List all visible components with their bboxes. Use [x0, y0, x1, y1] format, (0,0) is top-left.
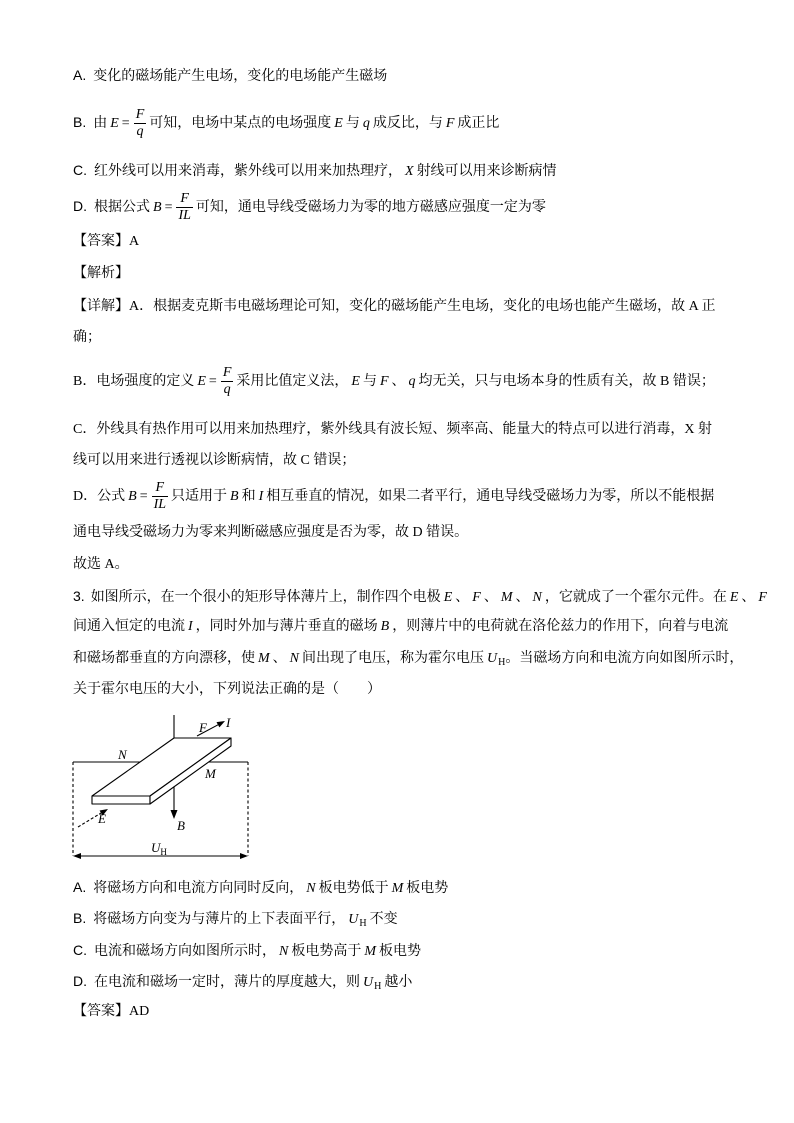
- math-variable: M: [258, 651, 270, 666]
- detail-text: 采用比值定义法，: [236, 374, 349, 389]
- option-text: 变化的磁场能产生电场，变化的电场能产生磁场: [93, 69, 388, 84]
- formula-equals: =: [139, 489, 148, 504]
- voltage-arrowhead-right: [240, 853, 248, 859]
- option-text: 与: [345, 116, 360, 131]
- option-text: 不变: [369, 912, 398, 927]
- formula-equals: =: [121, 116, 130, 131]
- q2-detail-d: [73, 480, 715, 513]
- math-variable: B: [230, 489, 239, 504]
- math-variable: U: [363, 975, 374, 990]
- option-text: 红外线可以用来消毒，紫外线可以用来加热理疗，: [94, 164, 402, 179]
- q2-option-b: [73, 107, 500, 140]
- option-label: A.: [73, 67, 87, 83]
- label-i: I: [226, 715, 231, 730]
- option-text: 越小: [384, 975, 413, 990]
- formula-fraction: [176, 191, 192, 224]
- math-variable: q: [408, 374, 416, 389]
- math-variable: F: [758, 590, 767, 605]
- fraction-numerator: F: [135, 107, 145, 123]
- math-variable: M: [391, 881, 404, 896]
- option-text: 可知，电场中某点的电场强度: [149, 116, 332, 131]
- option-label: C.: [73, 162, 87, 178]
- option-label: D.: [73, 198, 87, 214]
- math-variable: N: [306, 881, 316, 896]
- math-variable: M: [364, 944, 377, 959]
- plate-end-face: [92, 796, 150, 804]
- math-subscript: H: [498, 657, 506, 668]
- q3-stem-line4: 关于霍尔电压的大小，下列说法正确的是（ ）: [73, 682, 381, 697]
- option-label: B.: [73, 910, 87, 926]
- option-text: 成反比，与: [372, 116, 443, 131]
- option-label: B.: [73, 114, 87, 130]
- formula-fraction: [221, 365, 234, 398]
- math-variable: I: [258, 489, 264, 504]
- math-variable: N: [279, 944, 289, 959]
- q3-option-d: [73, 971, 412, 991]
- stem-text: 和磁场都垂直的方向漂移，使: [73, 651, 255, 666]
- detail-text: 相互垂直的情况，如果二者平行，通电导线受磁场力为零，所以不能根据: [266, 489, 715, 504]
- option-text: 将磁场方向和电流方向同时反向，: [93, 881, 304, 896]
- fraction-denominator: IL: [153, 497, 167, 513]
- math-variable: E: [443, 590, 453, 605]
- math-variable: X: [405, 164, 414, 179]
- label-u: U: [151, 840, 161, 855]
- detail-tag: 【详解】: [73, 299, 129, 314]
- math-variable: E: [729, 590, 739, 605]
- q2-detail-c-line2: 线可以用来进行透视以诊断病情，故 C 错误；: [73, 453, 356, 468]
- q2-option-c: [73, 160, 557, 180]
- fraction-denominator: q: [136, 124, 144, 140]
- q3-option-c: [73, 940, 421, 960]
- question-number: 3.: [73, 588, 85, 604]
- label-e: E: [98, 811, 106, 826]
- stem-text: 。当磁场方向和电流方向如图所示时，: [505, 651, 744, 666]
- q2-detail-a-line1: [73, 297, 715, 317]
- formula-lhs: B: [153, 200, 162, 215]
- stem-text: 、: [483, 590, 498, 605]
- detail-text: 均无关，只与电场本身的性质有关，故 B 错误；: [418, 374, 715, 389]
- math-variable: U: [348, 912, 359, 927]
- math-variable: F: [445, 116, 455, 131]
- fraction-numerator: F: [222, 365, 232, 381]
- math-subscript: H: [359, 918, 367, 929]
- answer-value: A: [129, 234, 140, 249]
- q3-answer: [73, 1002, 149, 1022]
- math-variable: E: [334, 116, 343, 131]
- math-variable: F: [379, 374, 389, 389]
- formula-lhs: E: [110, 116, 119, 131]
- q2-detail-c-line1: C．外线具有热作用可以用来加热理疗，紫外线具有波长短、频率高、能量大的特点可以进行消毒，X 射: [73, 422, 712, 437]
- fraction-denominator: q: [223, 382, 231, 398]
- stem-text: ，它就成了一个霍尔元件。在: [544, 590, 727, 605]
- q2-detail-a-line2: 确；: [73, 330, 101, 345]
- stem-text: 、: [455, 590, 470, 605]
- answer-tag: 【答案】: [73, 234, 129, 249]
- stem-text: 、: [272, 651, 287, 666]
- math-variable: N: [289, 651, 300, 666]
- option-text: 成正比: [457, 116, 500, 131]
- stem-text: ，同时外加与薄片垂直的磁场: [195, 619, 378, 634]
- option-text: 由: [93, 116, 108, 131]
- label-u-subscript: H: [160, 847, 167, 857]
- detail-text: A．根据麦克斯韦电磁场理论可知，变化的磁场能产生电场，变化的电场也能产生磁场，故 A 正: [129, 299, 716, 314]
- stem-text: 、: [515, 590, 530, 605]
- stem-text: 、: [741, 590, 756, 605]
- option-text: 板电势: [379, 944, 422, 959]
- current-arrowhead: [217, 721, 226, 727]
- option-label: A.: [73, 879, 87, 895]
- option-label: D.: [73, 973, 87, 989]
- q2-conclusion: 故选 A。: [73, 557, 129, 572]
- q3-option-b: [73, 908, 398, 928]
- voltage-arrowhead-left: [73, 853, 81, 859]
- stem-text: 间通入恒定的电流: [73, 619, 185, 634]
- option-text: 将磁场方向变为与薄片的上下表面平行，: [93, 912, 346, 927]
- math-variable: I: [188, 619, 193, 634]
- formula-lhs: B: [128, 489, 137, 504]
- option-text: 根据公式: [94, 200, 150, 215]
- math-variable: q: [362, 116, 370, 131]
- q2-detail-b: [73, 365, 715, 398]
- fraction-denominator: IL: [178, 208, 191, 224]
- answer-value: AD: [129, 1004, 150, 1019]
- q2-answer: [73, 232, 139, 252]
- label-n: N: [118, 747, 127, 762]
- fraction-numerator: F: [176, 191, 192, 208]
- math-variable: E: [351, 374, 360, 389]
- hall-element-figure: [60, 705, 260, 867]
- math-variable: F: [472, 590, 481, 605]
- option-text: 射线可以用来诊断病情: [416, 164, 557, 179]
- option-text: 可知，通电导线受磁场力为零的地方磁感应强度一定为零: [195, 200, 546, 215]
- q2-analysis-tag: 【解析】: [73, 266, 129, 281]
- math-subscript: H: [374, 981, 382, 992]
- q2-detail-d-line2: 通电导线受磁场力为零来判断磁感应强度是否为零，故 D 错误。: [73, 525, 469, 540]
- label-f: F: [199, 720, 207, 735]
- formula-fraction: [152, 480, 168, 513]
- stem-text: ，则薄片中的电荷就在洛伦兹力的作用下，向着与电流: [392, 619, 729, 634]
- answer-tag: 【答案】: [73, 1004, 129, 1019]
- option-text: 板电势低于: [318, 881, 389, 896]
- option-text: 板电势高于: [291, 944, 362, 959]
- fraction-numerator: F: [152, 480, 168, 497]
- math-variable: U: [487, 651, 498, 666]
- stem-text: 如图所示，在一个很小的矩形导体薄片上，制作四个电极: [90, 590, 441, 605]
- label-b: B: [177, 818, 185, 833]
- formula-lhs: E: [197, 374, 206, 389]
- formula-equals: =: [208, 374, 217, 389]
- q3-stem-line2: [73, 617, 728, 637]
- math-variable: B: [380, 619, 390, 634]
- option-text: 电流和磁场方向如图所示时，: [94, 944, 276, 959]
- label-m: M: [205, 766, 216, 781]
- option-label: C.: [73, 942, 87, 958]
- q3-stem-line3: [73, 649, 743, 669]
- math-variable: M: [500, 590, 513, 605]
- detail-text: 、: [391, 374, 406, 389]
- q3-option-a: [73, 877, 448, 897]
- detail-text: 与: [362, 374, 377, 389]
- q3-stem-line1: [73, 586, 770, 606]
- formula-fraction: [134, 107, 147, 140]
- option-text: 板电势: [406, 881, 449, 896]
- q2-option-d: [73, 191, 546, 224]
- option-text: 在电流和磁场一定时，薄片的厚度越大，则: [94, 975, 360, 990]
- q2-option-a: [73, 65, 387, 85]
- math-variable: N: [532, 590, 542, 605]
- detail-text: 和: [241, 489, 256, 504]
- detail-text: D．公式: [73, 489, 126, 504]
- stem-text: 间出现了电压，称为霍尔电压: [302, 651, 485, 666]
- formula-equals: =: [164, 200, 173, 215]
- detail-text: B．电场强度的定义: [73, 374, 195, 389]
- detail-text: 只适用于: [171, 489, 228, 504]
- label-hall-voltage: [151, 840, 167, 857]
